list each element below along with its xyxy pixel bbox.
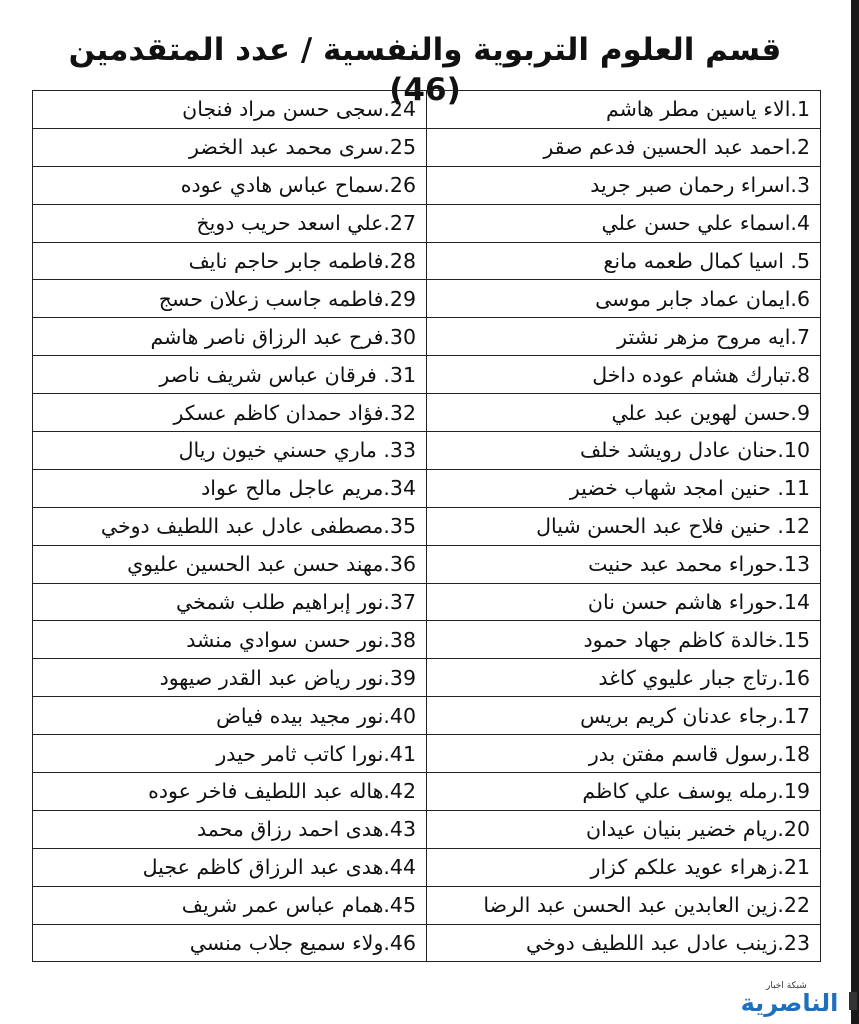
table-cell-left-column	[33, 318, 427, 356]
applicant-name: 13.حوراء محمد عبد حنيت	[588, 552, 810, 577]
table-cell-right-column	[427, 583, 821, 621]
applicant-name: 31. فرقان عباس شريف ناصر	[159, 362, 416, 387]
applicants-table-body	[33, 91, 821, 962]
applicant-name: 10.حنان عادل رويشد خلف	[579, 438, 810, 463]
applicant-name: 45.همام عباس عمر شريف	[181, 893, 416, 918]
applicant-name: 23.زينب عادل عبد اللطيف دوخي	[525, 931, 810, 956]
table-row	[33, 924, 821, 962]
applicant-name: 5. اسيا كمال طعمه مانع	[603, 249, 810, 273]
table-cell-left-column	[33, 242, 427, 280]
applicant-name: 3.اسراء رحمان صبر جريد	[590, 173, 810, 198]
table-cell-right-column	[427, 810, 821, 848]
watermark-logo	[732, 978, 857, 1022]
table-cell-right-column	[427, 886, 821, 924]
table-row	[33, 128, 821, 166]
table-cell-left-column	[33, 583, 427, 621]
table-row	[33, 659, 821, 697]
applicant-name: 33. ماري حسني خيون ريال	[178, 438, 416, 463]
watermark-badge-icon	[849, 992, 857, 1010]
table-cell-right-column	[427, 545, 821, 583]
table-cell-left-column	[33, 773, 427, 811]
table-cell-right-column	[427, 507, 821, 545]
applicant-name: 32.فؤاد حمدان كاظم عسكر	[173, 400, 416, 425]
applicant-name: 38.نور حسن سوادي منشد	[186, 627, 416, 652]
table-cell-left-column	[33, 204, 427, 242]
watermark-subtitle: شبكة اخبار	[766, 981, 807, 991]
applicant-name: 9.حسن لهوين عبد علي	[611, 400, 810, 425]
applicant-name: 20.ريام خضير بنيان عيدان	[586, 817, 810, 842]
applicant-name: 40.نور مجيد بيده فياض	[216, 703, 416, 728]
applicant-name: 6.ايمان عماد جابر موسى	[595, 286, 810, 311]
table-row	[33, 242, 821, 280]
table-cell-left-column	[33, 621, 427, 659]
applicant-name: 16.رتاج جبار عليوي كاغد	[598, 665, 810, 690]
table-row	[33, 91, 821, 129]
applicant-name: 21.زهراء عويد علكم كزار	[590, 855, 810, 880]
table-cell-right-column	[427, 773, 821, 811]
table-row	[33, 848, 821, 886]
applicant-name: 11. حنين امجد شهاب خضير	[569, 476, 810, 501]
applicant-name: 44.هدى عبد الرزاق كاظم عجيل	[142, 855, 416, 880]
table-row	[33, 280, 821, 318]
table-row	[33, 507, 821, 545]
table-cell-left-column	[33, 659, 427, 697]
table-cell-left-column	[33, 848, 427, 886]
table-cell-right-column	[427, 469, 821, 507]
table-cell-left-column	[33, 166, 427, 204]
table-cell-right-column	[427, 204, 821, 242]
applicant-name: 39.نور رياض عبد القدر صيهود	[159, 665, 416, 690]
applicant-name: 29.فاطمه جاسب زعلان حسج	[158, 286, 416, 311]
applicant-name: 30.فرح عبد الرزاق ناصر هاشم	[150, 324, 416, 349]
table-cell-right-column	[427, 659, 821, 697]
table-cell-left-column	[33, 280, 427, 318]
table-row	[33, 204, 821, 242]
table-cell-right-column	[427, 280, 821, 318]
applicant-name: 4.اسماء علي حسن علي	[601, 211, 810, 236]
applicant-name: 28.فاطمه جابر حاجم نايف	[188, 249, 416, 273]
applicant-name: 17.رجاء عدنان كريم بريس	[580, 703, 810, 728]
applicant-name: 12. حنين فلاح عبد الحسن شيال	[536, 514, 810, 539]
applicant-name: 24.سجى حسن مراد فنجان	[182, 97, 416, 122]
table-row	[33, 166, 821, 204]
table-cell-left-column	[33, 394, 427, 432]
table-row	[33, 886, 821, 924]
table-row	[33, 697, 821, 735]
applicant-name: 26.سماح عباس هادي عوده	[180, 173, 416, 198]
applicant-name: 46.ولاء سميع جلاب منسي	[189, 931, 416, 956]
applicant-name: 42.هاله عبد اللطيف فاخر عوده	[148, 779, 416, 804]
table-row	[33, 621, 821, 659]
applicant-name: 27.علي اسعد حريب دويخ	[196, 211, 416, 236]
table-cell-left-column	[33, 507, 427, 545]
page-edge-shadow	[851, 0, 859, 1024]
table-cell-left-column	[33, 545, 427, 583]
table-cell-left-column	[33, 735, 427, 773]
applicant-name: 1.الاء ياسين مطر هاشم	[605, 97, 810, 122]
table-cell-right-column	[427, 432, 821, 470]
table-row	[33, 735, 821, 773]
table-cell-right-column	[427, 318, 821, 356]
table-cell-left-column	[33, 91, 427, 129]
applicant-name: 8.تبارك هشام عوده داخل	[592, 362, 810, 387]
applicant-name: 37.نور إبراهيم طلب شمخي	[176, 590, 416, 615]
applicant-name: 43.هدى احمد رزاق محمد	[197, 817, 416, 842]
table-cell-left-column	[33, 697, 427, 735]
table-cell-left-column	[33, 469, 427, 507]
table-row	[33, 810, 821, 848]
document-title-text: قسم العلوم التربوية والنفسية / عدد المتقدمين (46)	[68, 32, 782, 108]
applicant-name: 36.مهند حسن عبد الحسين عليوي	[127, 552, 416, 577]
watermark-title: الناصرية	[740, 989, 839, 1017]
table-cell-right-column	[427, 356, 821, 394]
table-cell-right-column	[427, 621, 821, 659]
table-row	[33, 773, 821, 811]
table-cell-right-column	[427, 697, 821, 735]
applicant-name: 7.ايه مروح مزهر نشتر	[617, 324, 810, 349]
table-row	[33, 469, 821, 507]
applicant-name: 34.مريم عاجل مالح عواد	[201, 476, 416, 501]
applicant-name: 18.رسول قاسم مفتن بدر	[588, 741, 810, 766]
applicant-name: 35.مصطفى عادل عبد اللطيف دوخي	[100, 514, 416, 539]
table-row	[33, 356, 821, 394]
table-cell-right-column	[427, 128, 821, 166]
table-cell-left-column	[33, 432, 427, 470]
applicant-name: 14.حوراء هاشم حسن نان	[587, 590, 810, 615]
applicant-name: 2.احمد عبد الحسين فدعم صقر	[543, 135, 810, 160]
table-cell-right-column	[427, 735, 821, 773]
table-cell-left-column	[33, 886, 427, 924]
table-cell-right-column	[427, 394, 821, 432]
table-cell-right-column	[427, 924, 821, 962]
table-row	[33, 318, 821, 356]
applicants-table	[32, 90, 821, 962]
applicant-name: 19.رمله يوسف علي كاظم	[582, 779, 810, 804]
table-cell-left-column	[33, 924, 427, 962]
table-cell-right-column	[427, 848, 821, 886]
table-row	[33, 545, 821, 583]
table-cell-right-column	[427, 166, 821, 204]
applicant-name: 22.زين العابدين عبد الحسن عبد الرضا	[483, 893, 810, 918]
table-cell-left-column	[33, 810, 427, 848]
applicant-name: 41.نورا كاتب ثامر حيدر	[216, 741, 416, 766]
table-row	[33, 583, 821, 621]
applicant-name: 25.سرى محمد عبد الخضر	[189, 135, 416, 160]
table-cell-left-column	[33, 356, 427, 394]
table-row	[33, 432, 821, 470]
table-cell-right-column	[427, 242, 821, 280]
table-row	[33, 394, 821, 432]
table-cell-left-column	[33, 128, 427, 166]
applicant-name: 15.خالدة كاظم جهاد حمود	[583, 627, 810, 652]
table-cell-right-column	[427, 91, 821, 129]
